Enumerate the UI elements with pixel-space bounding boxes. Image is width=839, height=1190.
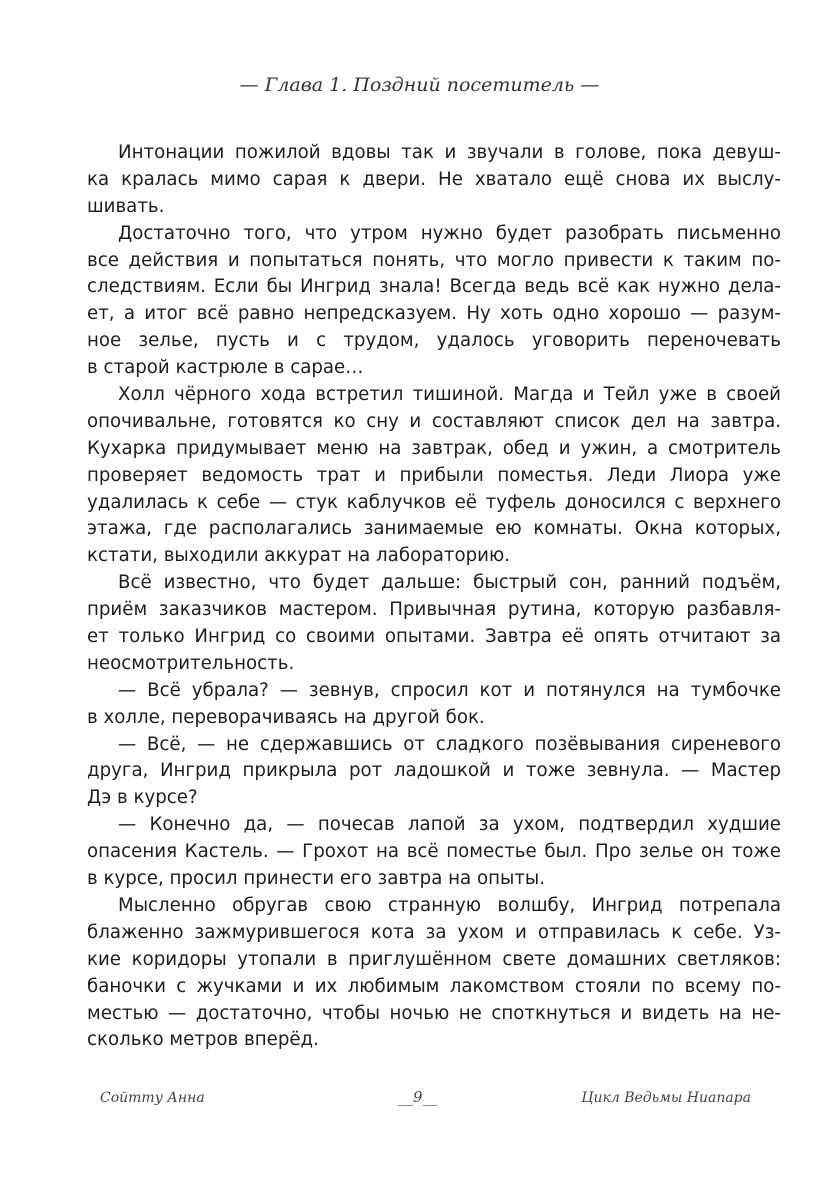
chapter-header: — Глава 1. Поздний посетитель — bbox=[239, 74, 600, 96]
text-line: удалилась к себе — стук каблучков её туфель доносился с верхнего bbox=[87, 491, 781, 513]
paragraph bbox=[87, 382, 781, 570]
footer-series: Цикл Ведьмы Ниапара bbox=[581, 1090, 751, 1106]
page-footer bbox=[0, 1090, 839, 1120]
text-line: неосмотрительность. bbox=[87, 652, 295, 674]
text-line: приём заказчиков мастером. Привычная рутина, которую разбавля- bbox=[87, 599, 781, 621]
paragraph bbox=[87, 570, 781, 678]
text-line: друга, Ингрид прикрыла рот ладошкой и тоже зевнула. — Мастер bbox=[87, 760, 781, 782]
text-line: в старой кастрюле в сарае… bbox=[87, 357, 364, 379]
text-line: Достаточно того, что утром нужно будет разобрать письменно bbox=[118, 222, 781, 244]
text-line: Дэ в курсе? bbox=[87, 787, 198, 809]
text-line: баночки с жучками и их любимым лакомством стояли по всему по- bbox=[87, 975, 781, 997]
text-line: блаженно зажмурившегося кота за ухом и отправилась к себе. Уз- bbox=[87, 921, 781, 943]
footer-author: Сойтту Анна bbox=[100, 1090, 205, 1106]
page-body bbox=[87, 140, 781, 1054]
text-line: Кухарка придумывает меню на завтрак, обед и ужин, а смотритель bbox=[87, 437, 781, 459]
text-line: Холл чёрного хода встретил тишиной. Магда и Тейл уже в своей bbox=[118, 384, 781, 406]
text-line: ное зелье, пусть и с трудом, удалось уговорить переночевать bbox=[87, 330, 781, 352]
text-line: в холле, переворачиваясь на другой бок. bbox=[87, 706, 485, 728]
text-line: кстати, выходили аккурат на лабораторию. bbox=[87, 545, 511, 567]
text-line: ка кралась мимо сарая к двери. Не хватало ещё снова их выслу- bbox=[87, 168, 781, 190]
text-line: следствиям. Если бы Ингрид знала! Всегда ведь всё как нужно дела- bbox=[87, 276, 781, 298]
text-line: Мысленно обругав свою странную волшбу, Ингрид потрепала bbox=[118, 894, 781, 916]
text-line: — Всё, — не сдержавшись от сладкого позёвывания сиреневого bbox=[118, 733, 781, 755]
text-line: проверяет ведомость трат и прибыли поместья. Леди Лиора уже bbox=[87, 464, 781, 486]
text-line: ет только Ингрид со своими опытами. Завтра её опять отчитают за bbox=[87, 626, 781, 648]
text-line: — Конечно да, — почесав лапой за ухом, подтвердил худшие bbox=[118, 814, 781, 836]
paragraph bbox=[87, 812, 781, 893]
text-line: в курсе, просил принести его завтра на опыты. bbox=[87, 868, 546, 890]
text-line: опасения Кастель. — Грохот на всё поместье был. Про зелье он тоже bbox=[87, 841, 781, 863]
page-number: __9__ bbox=[398, 1088, 438, 1106]
text-line: — Всё убрала? — зевнув, спросил кот и потянулся на тумбочке bbox=[118, 679, 781, 701]
text-line: сколько метров вперёд. bbox=[87, 1029, 319, 1051]
text-line: этажа, где располагались занимаемые ею комнаты. Окна которых, bbox=[87, 518, 781, 540]
text-line: шивать. bbox=[87, 195, 165, 217]
text-line: Интонации пожилой вдовы так и звучали в голове, пока девуш- bbox=[118, 142, 781, 163]
text-line: все действия и попытаться понять, что могло привести к таким по- bbox=[87, 249, 781, 271]
text-line: кие коридоры утопали в приглушённом свете домашних светляков: bbox=[87, 948, 781, 970]
text-line: опочивальне, готовятся ко сну и составляют список дел на завтра. bbox=[87, 410, 781, 432]
paragraph bbox=[87, 893, 781, 1054]
paragraph bbox=[87, 140, 781, 221]
text-line: ет, а итог всё равно непредсказуем. Ну хоть одно хорошо — разум- bbox=[87, 303, 781, 325]
paragraph bbox=[87, 732, 781, 813]
text-line: местью — достаточно, чтобы ночью не споткнуться и видеть на не- bbox=[87, 1002, 781, 1024]
paragraph bbox=[87, 678, 781, 732]
paragraph bbox=[87, 221, 781, 382]
text-line: Всё известно, что будет дальше: быстрый сон, ранний подъём, bbox=[118, 572, 781, 594]
